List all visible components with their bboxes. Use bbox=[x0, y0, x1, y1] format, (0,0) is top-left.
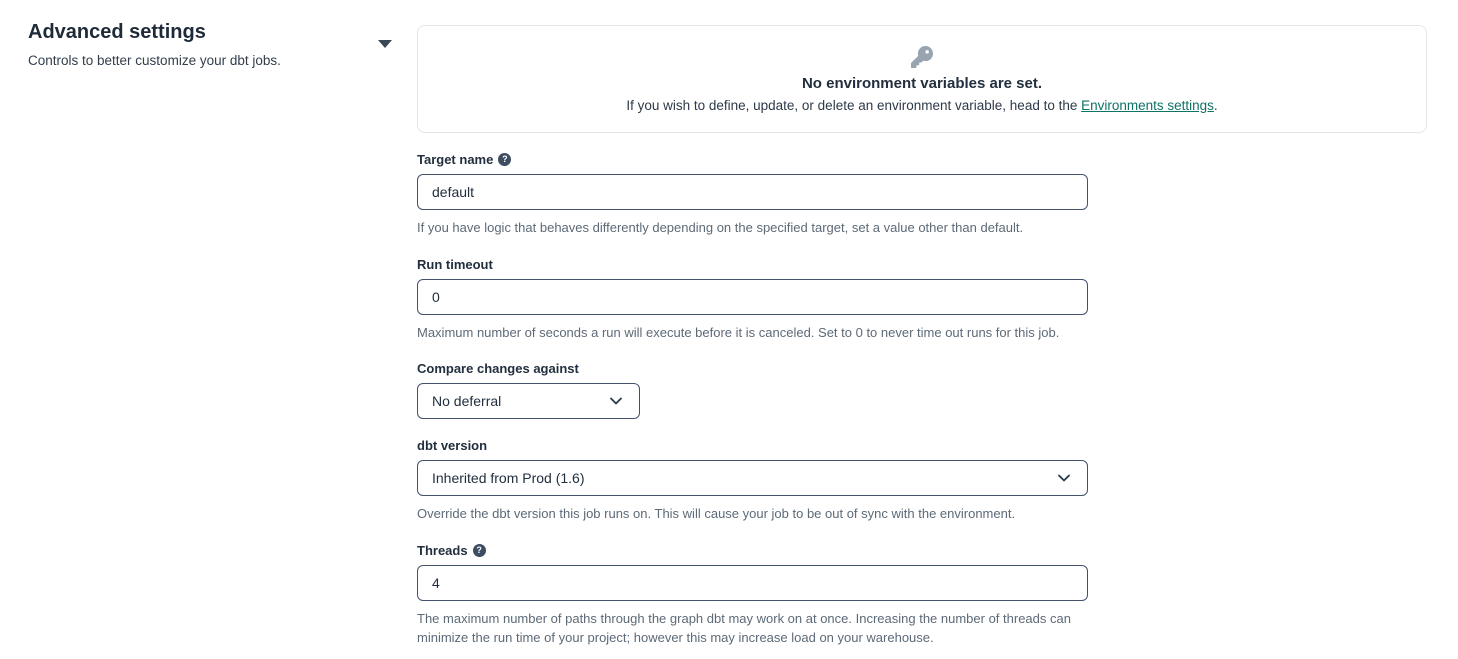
run-timeout-helper-text: Maximum number of seconds a run will execute before it is canceled. Set to 0 to never time out runs for this job. bbox=[417, 324, 1060, 340]
compare-changes-select[interactable] bbox=[417, 383, 640, 419]
compare-changes-selected-value: No deferral bbox=[432, 393, 502, 409]
section-header bbox=[0, 0, 417, 648]
page-subtitle: Controls to better customize your dbt jobs. bbox=[28, 53, 281, 68]
env-empty-message bbox=[626, 98, 1217, 113]
page-title: Advanced settings bbox=[28, 21, 206, 43]
collapse-section-button[interactable] bbox=[372, 34, 398, 54]
compare-changes-label: Compare changes against bbox=[417, 361, 579, 376]
field-run-timeout bbox=[417, 257, 1088, 343]
dbt-version-select[interactable] bbox=[417, 460, 1088, 496]
field-threads bbox=[417, 543, 1088, 648]
environments-settings-link[interactable]: Environments settings bbox=[1081, 97, 1214, 113]
field-target-name bbox=[417, 152, 1088, 238]
dbt-version-helper-text: Override the dbt version this job runs on. This will cause your job to be out of sync with the environment. bbox=[417, 506, 1016, 521]
threads-input[interactable] bbox=[417, 565, 1088, 601]
dbt-version-selected-value: Inherited from Prod (1.6) bbox=[432, 470, 585, 486]
target-name-input[interactable] bbox=[417, 174, 1088, 210]
chevron-down-icon bbox=[609, 395, 623, 407]
caret-down-icon bbox=[378, 40, 392, 48]
threads-help-icon[interactable]: ? bbox=[473, 544, 486, 557]
run-timeout-label-row bbox=[417, 257, 1088, 272]
env-message-before: If you wish to define, update, or delete an environment variable, head to the bbox=[626, 97, 1082, 113]
target-name-label-row bbox=[417, 152, 1088, 167]
target-name-help-icon[interactable]: ? bbox=[498, 153, 511, 166]
run-timeout-input[interactable] bbox=[417, 279, 1088, 315]
key-icon bbox=[911, 46, 933, 68]
target-name-helper-text: If you have logic that behaves differently depending on the specified target, set a value other than default. bbox=[417, 220, 1024, 235]
field-dbt-version bbox=[417, 438, 1088, 524]
chevron-down-icon bbox=[1057, 472, 1071, 484]
dbt-version-label-row bbox=[417, 438, 1088, 453]
threads-label: Threads bbox=[417, 542, 468, 558]
settings-form bbox=[417, 0, 1427, 648]
threads-label-row bbox=[417, 543, 1088, 558]
compare-changes-label-row bbox=[417, 361, 1088, 376]
run-timeout-label: Run timeout bbox=[417, 256, 493, 272]
section-header-text bbox=[28, 20, 281, 68]
dbt-version-label: dbt version bbox=[417, 438, 488, 453]
field-compare-changes bbox=[417, 361, 1088, 419]
threads-helper-text: The maximum number of paths through the graph dbt may work on at once. Increasing the number of threads can minimize the run time of your project; however this may increase load on your warehouse. bbox=[417, 610, 1071, 645]
env-message-after: . bbox=[1213, 97, 1218, 113]
target-name-label: Target name bbox=[417, 152, 494, 167]
env-empty-heading: No environment variables are set. bbox=[801, 74, 1043, 92]
env-variables-empty-state bbox=[417, 25, 1427, 133]
